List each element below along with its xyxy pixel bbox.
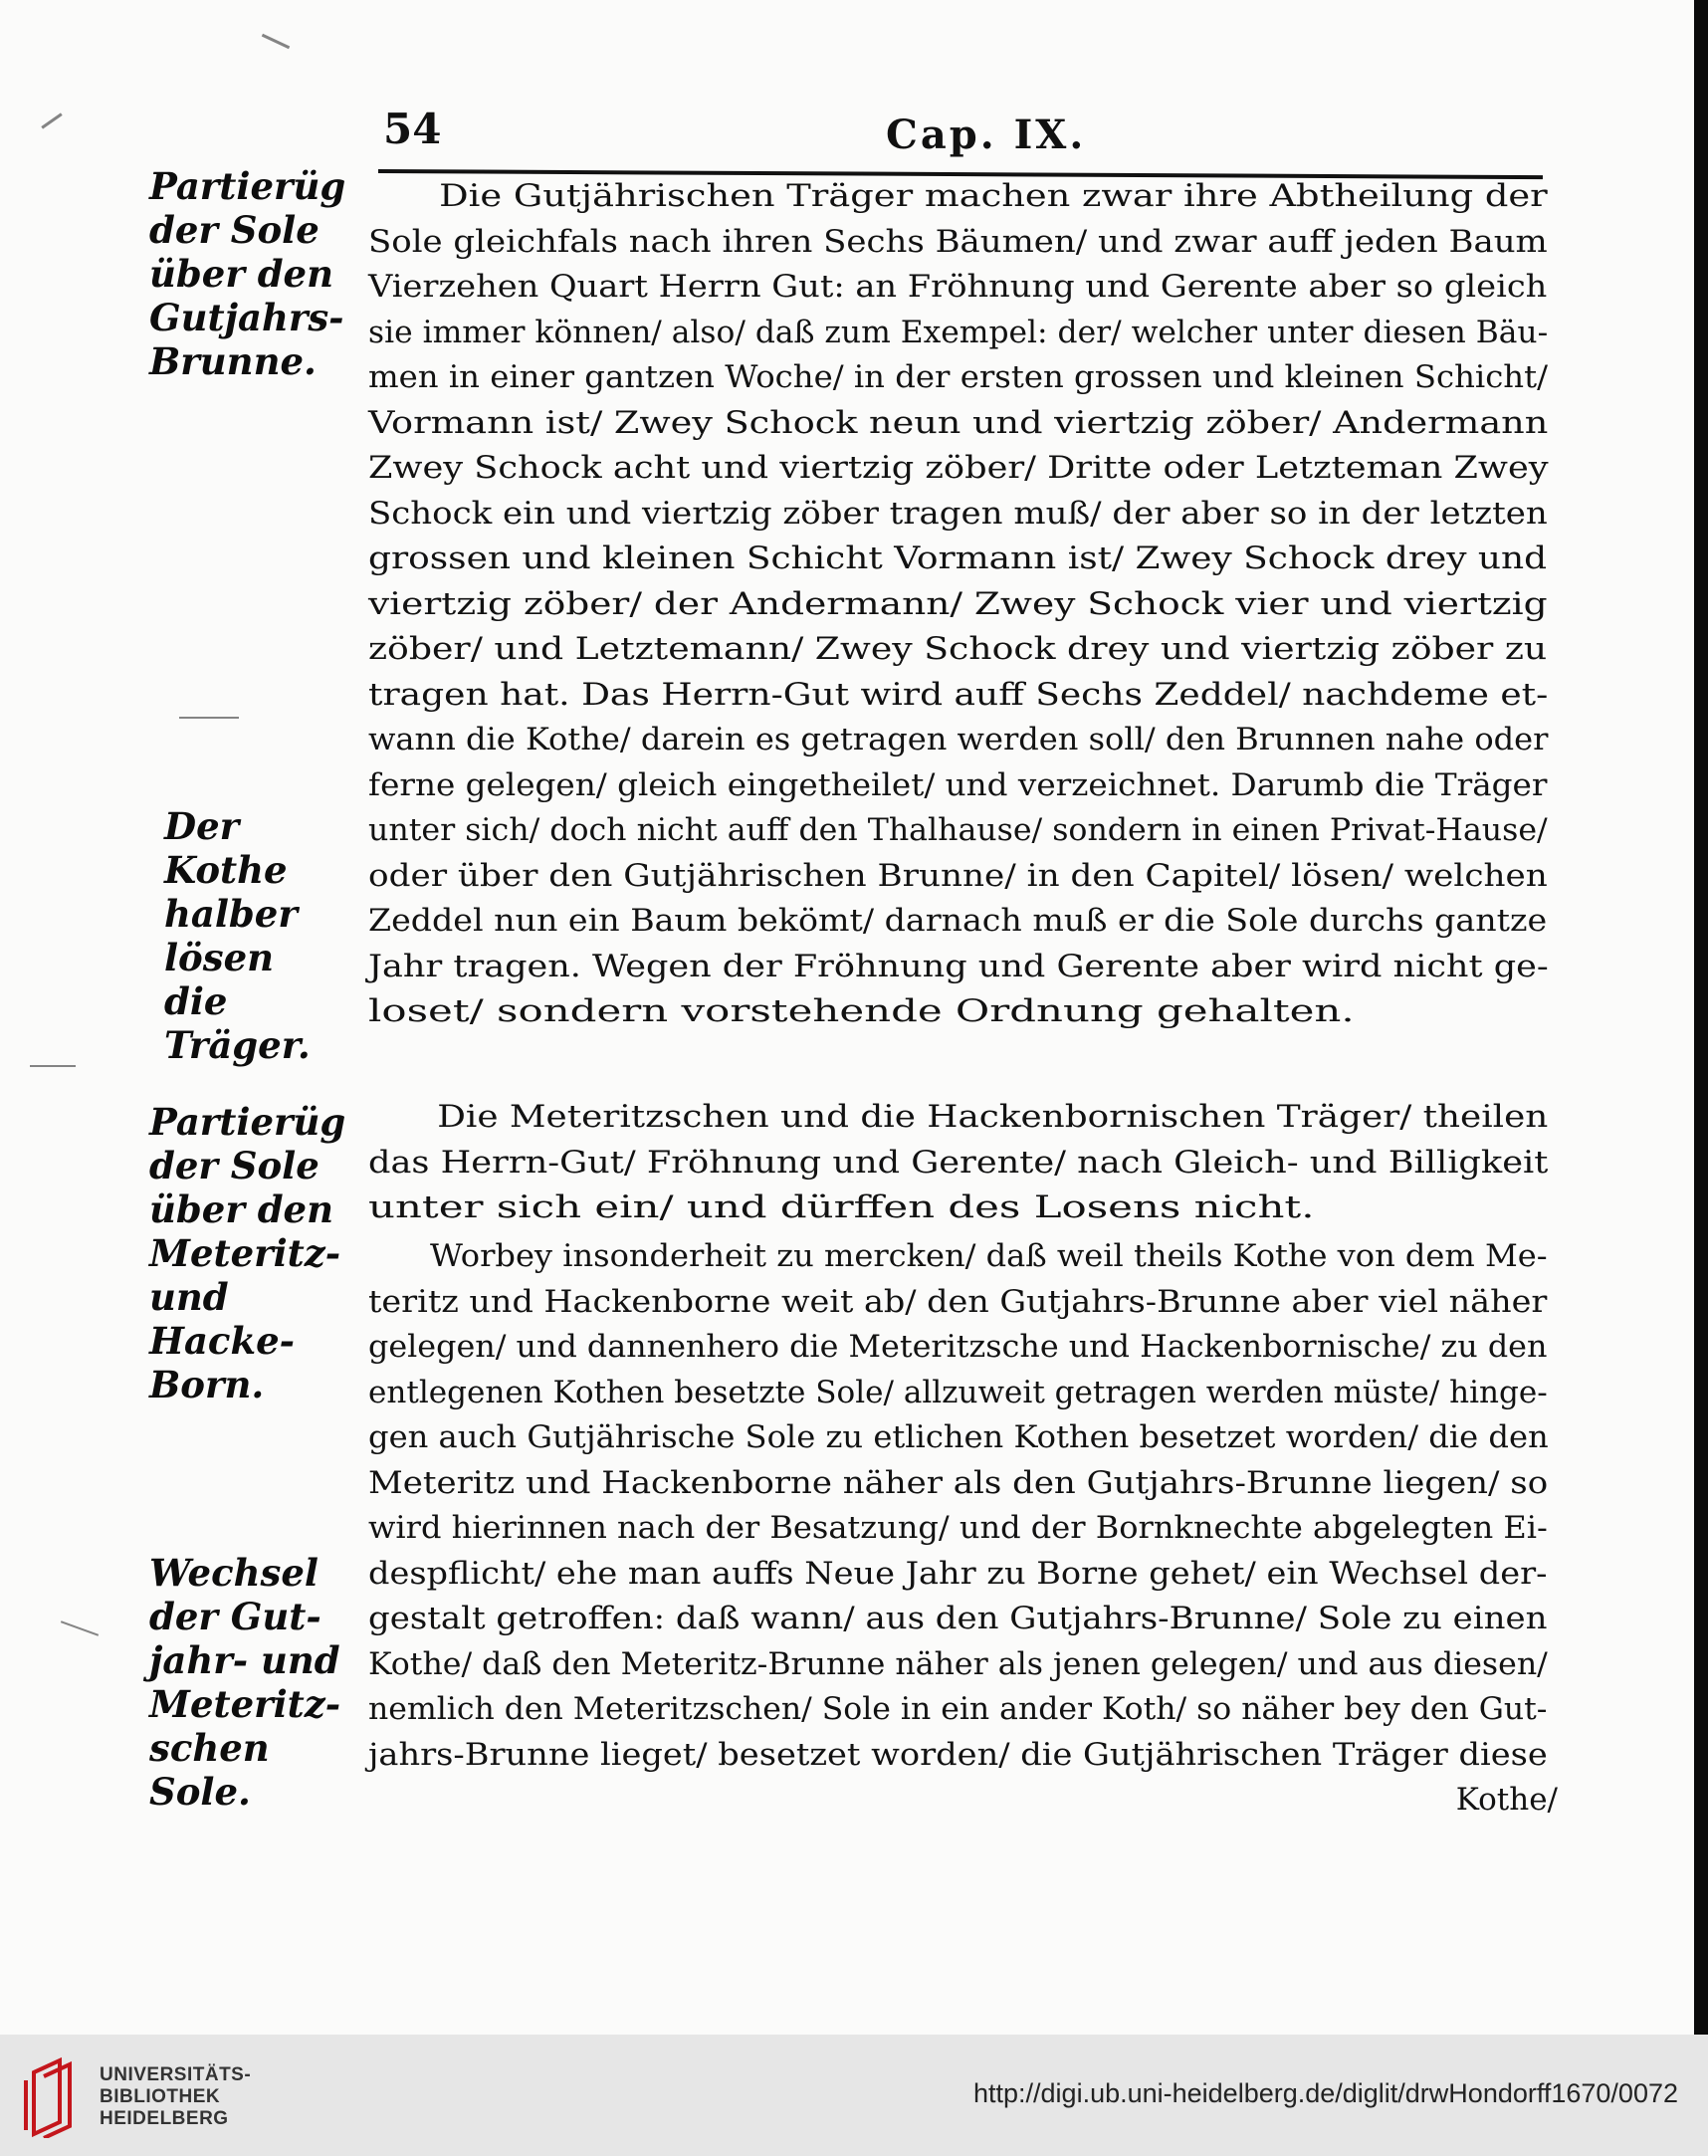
text-line: wird hierinnen nach der Besatzung/ und der Bornknechte abgelegten Ei- — [368, 1510, 1548, 1546]
text-line: Vierzehen Quart Herrn Gut: an Fröhnung und Gerente aber so gleich — [368, 269, 1548, 305]
paragraph-worbey — [368, 1234, 1558, 1824]
margin-note-line: Partierüg — [149, 164, 346, 208]
margin-note-line: halber lösen — [164, 892, 298, 979]
library-name — [100, 2064, 251, 2130]
text-line: Zwey Schock acht und viertzig zöber/ Dritte oder Letzteman Zwey — [368, 450, 1549, 486]
text-line: teritz und Hackenborne weit ab/ den Gutjahrs-Brunne aber viel näher — [368, 1283, 1548, 1320]
text-line: Kothe/ — [1455, 1782, 1558, 1818]
margin-note-line: Wechsel — [149, 1551, 319, 1595]
chapter-heading: Cap. IX. — [886, 111, 1087, 158]
text-line: Jahr tragen. Wegen der Fröhnung und Gerente aber wird nicht ge- — [368, 948, 1549, 984]
library-name-line: UNIVERSITÄTS- — [100, 2064, 252, 2085]
margin-note-kothe — [164, 804, 373, 1067]
text-line: Worbey insonderheit zu mercken/ daß weil theils Kothe von dem Me- — [430, 1238, 1548, 1274]
text-line: wann die Kothe/ darein es getragen werden soll/ den Brunnen nahe oder — [368, 722, 1549, 757]
text-line: das Herrn-Gut/ Fröhnung und Gerente/ nach Gleich- und Billigkeit — [368, 1144, 1549, 1181]
margin-note-line: und Hacke- — [149, 1275, 295, 1363]
text-line: viertzig zöber/ der Andermann/ Zwey Schock vier und viertzig — [368, 585, 1548, 622]
text-line: tragen hat. Das Herrn-Gut wird auff Sechs Zeddel/ nachdeme et- — [368, 676, 1549, 713]
margin-note-gutjahrs — [149, 164, 358, 383]
scan-speck — [262, 34, 290, 49]
text-line: Vormann ist/ Zwey Schock neun und viertzig zöber/ Andermann — [368, 404, 1549, 441]
library-logo-icon — [20, 2052, 90, 2138]
margin-note-line: schen Sole. — [149, 1726, 270, 1814]
text-line: sie immer können/ also/ daß zum Exempel: der/ welcher unter diesen Bäu- — [368, 314, 1549, 350]
text-line: unter sich/ doch nicht auff den Thalhause/ sondern in einen Privat-Hause/ — [368, 812, 1548, 848]
text-line: Kothe/ daß den Meteritz-Brunne näher als jenen gelegen/ und aus diesen/ — [368, 1645, 1548, 1682]
text-line: zöber/ und Letztemann/ Zwey Schock drey und viertzig zöber zu — [368, 631, 1548, 667]
scan-speck — [41, 112, 62, 128]
scan-speck — [179, 717, 239, 719]
margin-note-line: jahr- und — [149, 1638, 340, 1682]
text-line: Sole gleichfals nach ihren Sechs Bäumen/ und zwar auff jeden Baum — [368, 223, 1548, 260]
text-line: gen auch Gutjährische Sole zu etlichen Kothen besetzet worden/ die den — [368, 1419, 1549, 1455]
margin-note-line: Born. — [149, 1363, 265, 1406]
text-line: loset/ sondern vorstehende Ordnung gehalten. — [368, 993, 1355, 1029]
page-number: 54 — [383, 105, 442, 153]
text-line: grossen und kleinen Schicht Vormann ist/ Zwey Schock drey und — [368, 540, 1548, 576]
margin-note-line: der Sole — [149, 208, 320, 252]
text-line: entlegenen Kothen besetzte Sole/ allzuweit getragen werden müste/ hinge- — [368, 1374, 1548, 1410]
margin-note-line: Partierüg — [149, 1100, 346, 1144]
text-line: Die Meteritzschen und die Hackenbornischen Träger/ theilen — [437, 1099, 1549, 1135]
text-line: gelegen/ und dannenhero die Meteritzsche und Hackenbornische/ zu den — [368, 1329, 1548, 1365]
margin-note-line: Meteritz- — [149, 1682, 341, 1726]
text-line: unter sich ein/ und dürffen des Losens nicht. — [368, 1189, 1315, 1225]
text-line: Schock ein und viertzig zöber tragen muß/ der aber so in der letzten — [368, 495, 1548, 532]
margin-note-line: Brunne. — [149, 339, 317, 383]
margin-note-line: der Gut- — [149, 1595, 321, 1638]
margin-note-wechsel — [149, 1551, 358, 1814]
text-line: oder über den Gutjährischen Brunne/ in den Capitel/ lösen/ welchen — [368, 857, 1548, 894]
scan-speck — [30, 1065, 76, 1067]
margin-note-line: Der Kothe — [164, 804, 288, 892]
text-line: nemlich den Meteritzschen/ Sole in ein ander Koth/ so näher bey den Gut- — [368, 1691, 1548, 1727]
text-line: Meteritz und Hackenborne näher als den Gutjahrs-Brunne liegen/ so — [368, 1464, 1549, 1501]
library-name-line: BIBLIOTHEK — [100, 2086, 221, 2107]
text-line: ferne gelegen/ gleich eingetheilet/ und verzeichnet. Darumb die Träger — [368, 766, 1548, 803]
margin-note-line: die Träger. — [164, 979, 311, 1067]
library-name-line: HEIDELBERG — [100, 2108, 229, 2129]
text-line: jahrs-Brunne lieget/ besetzet worden/ die Gutjährischen Träger diese — [368, 1736, 1548, 1773]
margin-note-line: über den — [149, 1187, 333, 1231]
text-line: despflicht/ ehe man auffs Neue Jahr zu Borne gehet/ ein Wechsel der- — [368, 1555, 1548, 1592]
text-line: men in einer gantzen Woche/ in der ersten grossen und kleinen Schicht/ — [368, 359, 1548, 395]
margin-note-meteritz — [149, 1100, 358, 1406]
margin-note-line: über den — [149, 252, 333, 296]
text-line: Die Gutjährischen Träger machen zwar ihre Abtheilung der — [439, 178, 1548, 214]
text-line: Zeddel nun ein Baum bekömt/ darnach muß er die Sole durchs gantze — [368, 903, 1548, 939]
paragraph-gutjahrs — [368, 174, 1558, 1035]
margin-note-line: Meteritz- — [149, 1231, 341, 1275]
library-footer — [0, 2035, 1708, 2156]
margin-note-line: Gutjahrs- — [149, 296, 344, 339]
margin-note-line: der Sole — [149, 1144, 320, 1187]
paragraph-meteritz — [368, 1095, 1558, 1231]
scan-speck — [61, 1620, 99, 1636]
source-url[interactable]: http://digi.ub.uni-heidelberg.de/diglit/drwHondorff1670/0072 — [973, 2078, 1678, 2108]
text-line: gestalt getroffen: daß wann/ aus den Gutjahrs-Brunne/ Sole zu einen — [368, 1601, 1548, 1636]
